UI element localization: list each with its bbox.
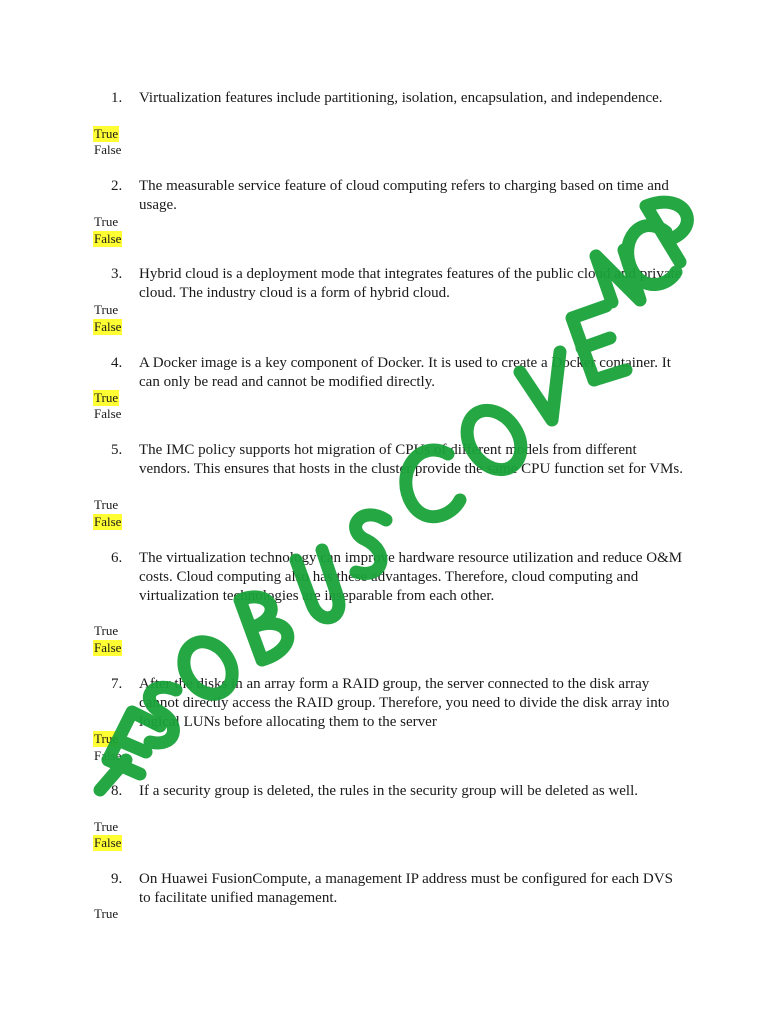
question-1-number: 1. — [111, 90, 123, 106]
question-4-text: A Docker image is a key component of Docker. It is used to create a Docker container. It can only be read and cannot be modified directly. — [139, 355, 671, 390]
question-4-false-option: False — [94, 406, 122, 421]
question-6-text: The virtualization technology can improve hardware resource utilization and reduce O&M costs. Cloud computing also has these advantages. Therefore, cloud computing and virtualization technologies are inseparable from each other. — [139, 550, 683, 604]
question-8-text: If a security group is deleted, the rules in the security group will be deleted as well. — [139, 783, 639, 799]
question-3-false-option: False — [94, 319, 122, 334]
question-6-true-option: True — [94, 623, 119, 638]
question-3-number: 3. — [111, 266, 123, 282]
question-6-number: 6. — [111, 550, 123, 566]
question-1-text: Virtualization features include partitioning, isolation, encapsulation, and independence. — [139, 90, 663, 106]
question-5-false-option: False — [94, 514, 122, 529]
question-8-true-option: True — [94, 819, 119, 834]
question-8-number: 8. — [111, 783, 123, 799]
question-2-true-option: True — [94, 214, 119, 229]
question-6-false-option: False — [94, 640, 122, 655]
question-1-false-option: False — [94, 142, 122, 157]
question-2-number: 2. — [111, 178, 123, 194]
question-2-text: The measurable service feature of cloud computing refers to charging based on time and usage. — [139, 178, 669, 213]
question-5-number: 5. — [111, 442, 123, 458]
question-7-number: 7. — [111, 676, 123, 692]
question-5-text: The IMC policy supports hot migration of CPUs of different models from different vendors. This ensures that hosts in the cluster provide the same CPU function set for VMs. — [139, 442, 683, 477]
question-5-true-option: True — [94, 497, 119, 512]
question-9-text: On Huawei FusionCompute, a management IP address must be configured for each DVS to facilitate unified management. — [139, 871, 673, 906]
question-7-text: After the disks in an array form a RAID group, the server connected to the disk array cannot directly access the RAID group. Therefore, you need to divide the disk array into logical LUNs before allocating them to the server — [139, 676, 670, 730]
question-7-true-option: True — [94, 731, 119, 746]
question-4-number: 4. — [111, 355, 123, 371]
question-1-true-option: True — [94, 126, 119, 141]
question-7-false-option: False — [94, 748, 122, 763]
question-3-text: Hybrid cloud is a deployment mode that integrates features of the public cloud and private cloud. The industry cloud is a form of hybrid cloud. — [139, 266, 682, 301]
question-2-false-option: False — [94, 231, 122, 246]
question-3-true-option: True — [94, 302, 119, 317]
question-9-true-option: True — [94, 906, 119, 921]
question-4-true-option: True — [94, 390, 119, 405]
question-9-number: 9. — [111, 871, 123, 887]
question-8-false-option: False — [94, 835, 122, 850]
